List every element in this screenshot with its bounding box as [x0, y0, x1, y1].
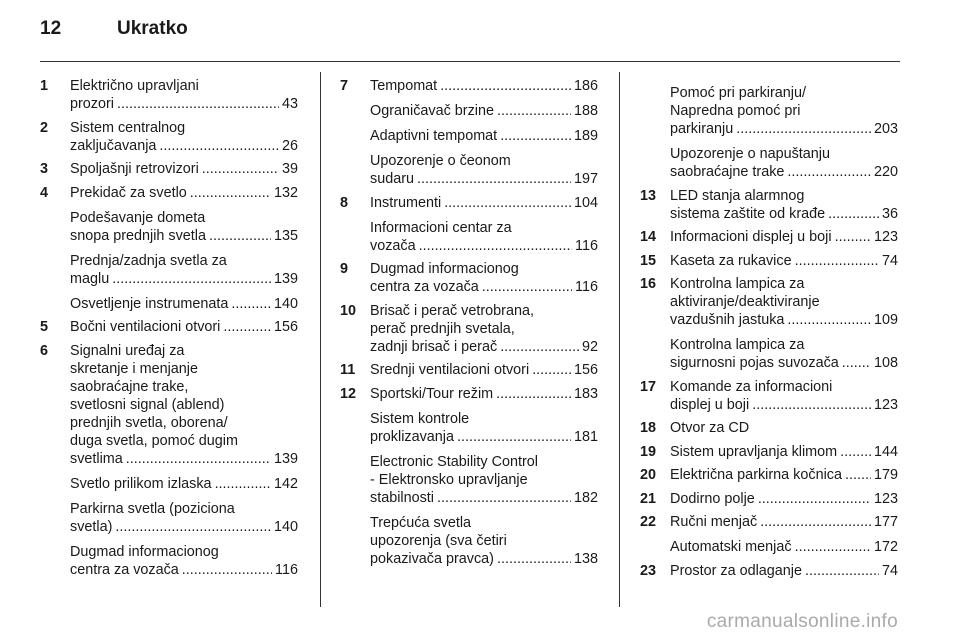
entry-last-line [70, 137, 298, 155]
entry-text-line: pokazivača pravca) [370, 550, 494, 567]
dot-leader [496, 385, 571, 403]
dot-leader [215, 475, 271, 493]
page-reference[interactable]: 140 [273, 295, 298, 312]
entry-text-line: LED stanja alarmnog [670, 187, 805, 204]
item-number: 21 [640, 490, 657, 507]
entry-last-line [670, 396, 898, 414]
column-divider [619, 72, 620, 607]
entry-last-line [670, 490, 898, 508]
dot-leader [497, 550, 571, 568]
entry-text-line: Sistem centralnog [70, 119, 186, 136]
index-entry[interactable] [340, 410, 598, 446]
dot-leader [115, 518, 271, 536]
dot-leader [840, 443, 871, 461]
watermark: carmanualsonline.info [706, 611, 898, 632]
entry-text-line: centra za vozača [370, 279, 479, 295]
entry-last-line [370, 237, 598, 255]
index-entry[interactable] [40, 475, 298, 493]
item-number: 10 [340, 302, 357, 319]
entry-text-line: svetla) [70, 518, 113, 535]
header-rule [40, 61, 900, 62]
index-entry[interactable] [640, 228, 898, 246]
entry-last-line [670, 228, 898, 246]
dot-leader [444, 194, 571, 212]
index-entry[interactable] [640, 378, 898, 414]
page-reference[interactable]: 189 [573, 128, 598, 144]
item-number: 6 [40, 342, 49, 359]
page-reference[interactable]: 39 [281, 161, 298, 177]
page-reference[interactable]: 220 [873, 164, 898, 180]
column-divider [320, 72, 321, 607]
entry-last-line [370, 170, 598, 188]
dot-leader [159, 137, 279, 155]
entry-last-line [370, 77, 598, 95]
entry-text-line: perač prednjih svetala, [370, 320, 515, 337]
dot-leader [497, 102, 571, 120]
item-number: 3 [40, 161, 49, 177]
item-number: 18 [640, 420, 657, 436]
entry-last-line [370, 385, 598, 403]
entry-text-line: Prednja/zadnja svetla za [70, 252, 227, 269]
page-reference[interactable]: 104 [573, 194, 598, 211]
index-entry[interactable] [640, 275, 898, 329]
entry-text-line: parkiranju [670, 121, 734, 137]
entry-text-line: centra za vozača [70, 561, 179, 578]
dot-leader [231, 295, 271, 313]
item-number: 4 [40, 184, 49, 201]
entry-text-line: Informacioni displej u boji [670, 229, 832, 245]
dot-leader [787, 311, 871, 329]
index-entry[interactable] [340, 361, 598, 379]
entry-text-line: Kontrolna lampica za [670, 337, 805, 353]
page-reference[interactable]: 156 [273, 319, 298, 335]
page-reference[interactable]: 116 [575, 279, 598, 295]
entry-text-line: Sistem upravljanja klimom [670, 443, 838, 460]
entry-text-line: sigurnosni pojas suvozača [670, 355, 839, 371]
page-reference[interactable]: 142 [273, 475, 298, 492]
dot-leader [835, 228, 871, 246]
entry-last-line [70, 518, 298, 536]
entry-text-line: Otvor za CD [670, 420, 750, 436]
entry-text-line: Bočni ventilacioni otvori [70, 319, 221, 335]
entry-text-line: sudaru [370, 171, 415, 187]
dot-leader [223, 318, 271, 336]
index-entry[interactable] [340, 194, 598, 212]
index-entry[interactable] [40, 252, 298, 288]
index-entry[interactable] [340, 219, 598, 255]
index-entry[interactable] [340, 102, 598, 120]
dot-leader [787, 163, 871, 181]
page-reference[interactable]: 109 [873, 312, 898, 328]
index-column-3 [640, 77, 898, 585]
page-reference[interactable]: 172 [873, 539, 898, 555]
entry-last-line [370, 428, 598, 446]
index-entry[interactable] [640, 513, 898, 531]
index-entry[interactable] [40, 184, 298, 202]
item-number: 23 [640, 562, 657, 579]
entry-text-line: Osvetljenje instrumenata [70, 295, 229, 312]
entry-text-line: Brisač i perač vetrobrana, [370, 302, 534, 319]
dot-leader [202, 160, 279, 178]
entry-text-line: svetlima [70, 450, 123, 467]
entry-text-line: Podešavanje dometa [70, 209, 206, 226]
entry-last-line [70, 561, 298, 579]
entry-last-line [370, 127, 598, 145]
entry-text-line: Pomoć pri parkiranju/ [670, 85, 806, 101]
entry-text-line: vazdušnih jastuka [670, 312, 785, 328]
entry-text-line: displej u boji [670, 396, 750, 413]
entry-text-line: Spoljašnji retrovizori [70, 161, 199, 177]
entry-text-line: upozorenja (sva četiri [370, 532, 507, 549]
entry-text-line: proklizavanja [370, 428, 454, 445]
entry-text-line: Kaseta za rukavice [670, 252, 792, 269]
entry-last-line [70, 160, 298, 178]
entry-text-line: Adaptivni tempomat [370, 128, 498, 144]
entry-last-line [370, 361, 598, 379]
index-entry[interactable] [40, 119, 298, 155]
dot-leader [117, 95, 279, 113]
entry-last-line [670, 466, 898, 484]
entry-text-line: sistema zaštite od krađe [670, 205, 826, 222]
item-number: 13 [640, 187, 657, 204]
dot-leader [805, 562, 879, 580]
entry-last-line [370, 550, 598, 568]
page-reference[interactable]: 139 [273, 270, 298, 287]
entry-text-line: prednjih svetla, oborena/ [70, 414, 228, 431]
index-column-1 [40, 77, 298, 584]
entry-text-line: zadnji brisač i perač [370, 338, 498, 355]
entry-text-line: zaključavanja [70, 137, 157, 154]
item-number: 12 [340, 385, 357, 402]
entry-text-line: Upozorenje o napuštanju [670, 146, 831, 162]
entry-last-line [670, 252, 898, 270]
index-entry[interactable] [340, 152, 598, 188]
index-entry[interactable] [340, 302, 598, 356]
entry-text-line: Informacioni centar za [370, 219, 512, 236]
entry-text-line: vozača [370, 237, 416, 254]
entry-text-line: Ograničavač brzine [370, 103, 494, 119]
dot-leader [500, 338, 579, 356]
entry-last-line [670, 354, 898, 372]
index-entry[interactable] [40, 500, 298, 536]
entry-text-line: Kontrolna lampica za [670, 276, 805, 292]
entry-text-line: Parkirna svetla (poziciona [70, 500, 235, 517]
entry-last-line [70, 450, 298, 468]
entry-last-line [370, 194, 598, 212]
index-entry[interactable] [640, 187, 898, 223]
index-entry[interactable] [340, 260, 598, 296]
index-entry[interactable] [340, 514, 598, 568]
entry-text-line: aktiviranje/deaktiviranje [670, 294, 820, 310]
page-reference[interactable]: 179 [873, 467, 898, 483]
dot-leader [760, 513, 871, 531]
page-reference[interactable]: 188 [573, 103, 598, 119]
dot-leader [795, 252, 879, 270]
page-reference[interactable]: 123 [873, 229, 898, 245]
page-reference[interactable]: 138 [573, 550, 598, 567]
entry-last-line [70, 475, 298, 493]
entry-text-line: stabilnosti [370, 489, 434, 506]
item-number: 8 [340, 194, 349, 211]
page-reference[interactable]: 43 [281, 96, 298, 112]
dot-leader [126, 450, 271, 468]
entry-text-line: duga svetla, pomoć dugim [70, 432, 238, 449]
entry-last-line [670, 562, 898, 580]
dot-leader [845, 466, 871, 484]
entry-text-line: snopa prednjih svetla [70, 227, 207, 244]
entry-text-line: Električno upravljani [70, 78, 199, 94]
entry-text-line: Dodirno polje [670, 490, 755, 507]
entry-text-line: saobraćajne trake, [70, 378, 189, 395]
entry-last-line [670, 205, 898, 223]
index-entry[interactable] [640, 490, 898, 508]
entry-last-line [370, 102, 598, 120]
dot-leader [752, 396, 871, 414]
entry-text-line: Automatski menjač [670, 539, 792, 555]
index-entry[interactable] [40, 342, 298, 468]
page-reference[interactable]: 74 [881, 562, 898, 579]
index-entry[interactable] [640, 538, 898, 556]
entry-text-line: Electronic Stability Control [370, 453, 538, 470]
item-number: 5 [40, 319, 49, 335]
entry-text-line: Instrumenti [370, 194, 442, 211]
index-entry[interactable] [640, 443, 898, 461]
page-reference[interactable]: 26 [281, 137, 298, 154]
entry-text-line: Prekidač za svetlo [70, 184, 187, 201]
dot-leader [440, 77, 571, 95]
dot-leader [842, 354, 871, 372]
page-reference[interactable]: 183 [573, 385, 598, 402]
page-number: 12 [40, 18, 62, 39]
dot-leader [532, 361, 571, 379]
dot-leader [828, 205, 879, 223]
entry-last-line [70, 295, 298, 313]
index-entry[interactable] [640, 466, 898, 484]
page-title: Ukratko [117, 18, 188, 39]
entry-last-line [70, 184, 298, 202]
page-reference[interactable]: 177 [873, 514, 898, 530]
entry-last-line [670, 419, 898, 437]
item-number: 22 [640, 514, 657, 530]
entry-text-line: Prostor za odlaganje [670, 562, 802, 579]
page-reference[interactable]: 203 [873, 121, 898, 137]
item-number: 11 [340, 362, 356, 378]
entry-text-line: saobraćajne trake [670, 164, 785, 180]
index-entry[interactable] [40, 77, 298, 113]
entry-last-line [370, 338, 598, 356]
item-number: 19 [640, 443, 657, 460]
entry-text-line: Upozorenje o čeonom [370, 153, 511, 169]
dot-leader [795, 538, 871, 556]
dot-leader [209, 227, 271, 245]
page-reference[interactable]: 186 [573, 78, 598, 94]
item-number: 2 [40, 119, 49, 136]
dot-leader [437, 489, 571, 507]
index-entry[interactable] [640, 562, 898, 580]
index-entry[interactable] [40, 160, 298, 178]
index-entry[interactable] [40, 295, 298, 313]
page-reference[interactable]: 182 [573, 489, 598, 506]
page-reference[interactable]: 132 [273, 184, 298, 201]
page-reference[interactable]: 108 [873, 355, 898, 371]
item-number: 17 [640, 378, 657, 395]
entry-text-line: Napredna pomoć pri [670, 103, 801, 119]
entry-text-line: Tempomat [370, 78, 438, 94]
entry-text-line: Sistem kontrole [370, 410, 470, 427]
entry-last-line [670, 120, 898, 138]
entry-last-line [70, 95, 298, 113]
entry-last-line [370, 278, 598, 296]
index-entry[interactable] [340, 77, 598, 95]
page-reference[interactable]: 139 [273, 450, 298, 467]
entry-text-line: Komande za informacioni [670, 378, 833, 395]
entry-text-line: prozori [70, 96, 114, 112]
entry-last-line [670, 443, 898, 461]
dot-leader [419, 237, 572, 255]
index-entry[interactable] [40, 318, 298, 336]
item-number: 15 [640, 252, 657, 269]
item-number: 9 [340, 261, 349, 277]
entry-text-line: Trepćuća svetla [370, 514, 472, 531]
page-reference[interactable]: 36 [881, 205, 898, 222]
page-reference[interactable]: 116 [275, 561, 298, 578]
page-reference[interactable]: 123 [873, 490, 898, 507]
entry-text-line: skretanje i menjanje [70, 360, 198, 377]
entry-last-line [70, 318, 298, 336]
dot-leader [417, 170, 571, 188]
item-number: 7 [340, 78, 349, 94]
entry-text-line: Signalni uređaj za [70, 342, 185, 359]
dot-leader [457, 428, 571, 446]
page-reference[interactable]: 116 [575, 237, 598, 254]
dot-leader [482, 278, 572, 296]
entry-text-line: maglu [70, 270, 110, 287]
dot-leader [190, 184, 271, 202]
dot-leader [736, 120, 871, 138]
item-number: 1 [40, 78, 49, 94]
index-entry[interactable] [640, 419, 898, 437]
page-reference[interactable]: 135 [273, 227, 298, 244]
entry-text-line: Dugmad informacionog [370, 261, 519, 277]
index-entry[interactable] [640, 145, 898, 181]
entry-last-line [670, 311, 898, 329]
entry-text-line: Ručni menjač [670, 514, 758, 530]
entry-last-line [670, 538, 898, 556]
entry-text-line: Sportski/Tour režim [370, 385, 494, 402]
entry-text-line: Srednji ventilacioni otvori [370, 362, 530, 378]
item-number: 14 [640, 229, 657, 245]
index-entry[interactable] [640, 336, 898, 372]
page-reference[interactable]: 74 [881, 252, 898, 269]
entry-last-line [70, 270, 298, 288]
index-entry[interactable] [40, 209, 298, 245]
entry-last-line [370, 489, 598, 507]
entry-last-line [670, 513, 898, 531]
page-reference[interactable]: 140 [273, 518, 298, 535]
entry-text-line: Dugmad informacionog [70, 543, 219, 560]
index-entry[interactable] [340, 453, 598, 507]
entry-text-line: Svetlo prilikom izlaska [70, 475, 212, 492]
item-number: 20 [640, 467, 657, 483]
index-column-2 [340, 77, 598, 573]
entry-last-line [670, 163, 898, 181]
page-reference[interactable]: 197 [573, 171, 598, 187]
page-reference[interactable]: 156 [573, 362, 598, 378]
index-entry[interactable] [340, 385, 598, 403]
page-reference[interactable]: 181 [573, 428, 598, 445]
entry-last-line [70, 227, 298, 245]
page-reference[interactable]: 92 [581, 338, 598, 355]
index-entry[interactable] [640, 252, 898, 270]
dot-leader [182, 561, 272, 579]
index-entry[interactable] [40, 543, 298, 579]
page-reference[interactable]: 123 [873, 396, 898, 413]
dot-leader [758, 490, 871, 508]
index-entry[interactable] [640, 84, 898, 138]
index-entry[interactable] [340, 127, 598, 145]
item-number: 16 [640, 276, 657, 292]
entry-text-line: - Elektronsko upravljanje [370, 471, 528, 488]
dot-leader [112, 270, 271, 288]
page-reference[interactable]: 144 [873, 443, 898, 460]
entry-text-line: Električna parkirna kočnica [670, 467, 842, 483]
dot-leader [500, 127, 571, 145]
entry-text-line: svetlosni signal (ablend) [70, 396, 225, 413]
